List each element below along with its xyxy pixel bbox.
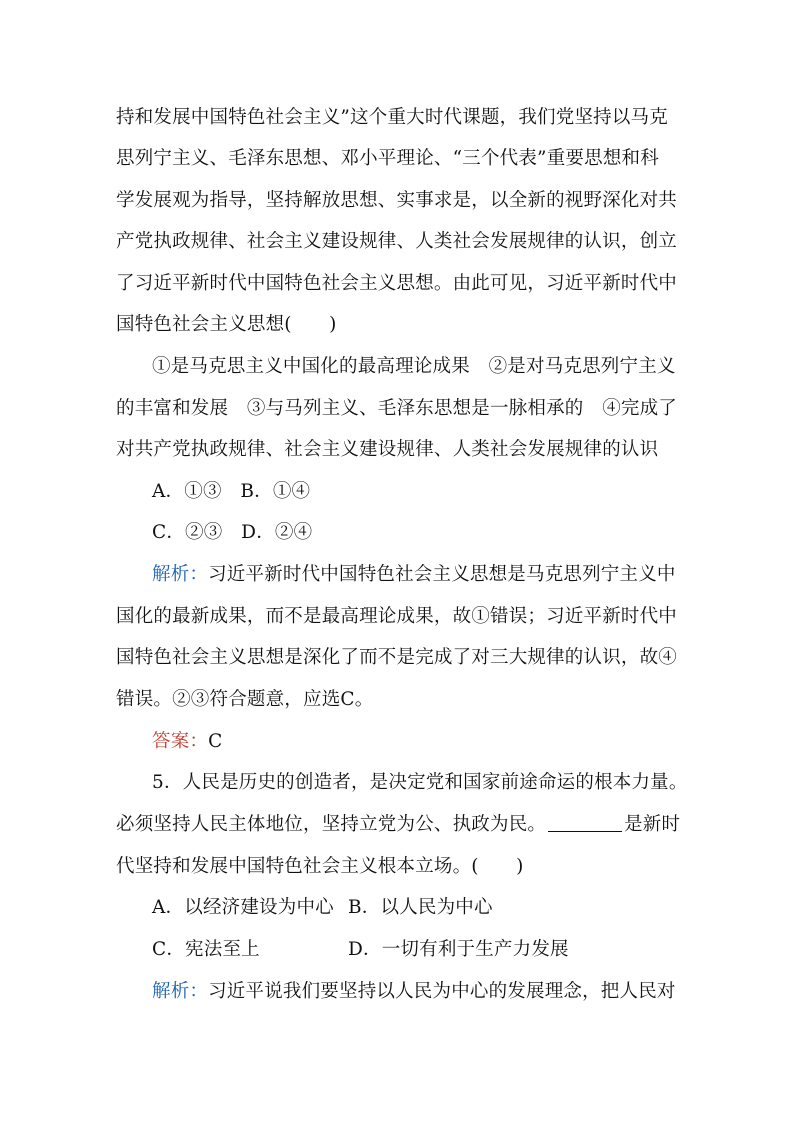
q4-analysis-line-3: 国特色社会主义思想是深化了而不是完成了对三大规律的认识，故④ [116, 647, 678, 668]
q4-options-ab: A．①③ B．①④ [152, 481, 311, 502]
q5-stem-line-1: 5．人民是历史的创造者，是决定党和国家前途命运的根本力量。 [152, 772, 688, 793]
answer-value: C [208, 731, 223, 752]
q4-answer [152, 730, 722, 754]
q4-analysis-line-1 [152, 563, 722, 587]
q4-analysis-line-2: 国化的最新成果，而不是最高理论成果，故①错误；习近平新时代中 [116, 606, 678, 627]
q4-stem-line-3: 学发展观为指导，坚持解放思想、实事求是，以全新的视野深化对共 [116, 190, 678, 211]
analysis-text: 习近平新时代中国特色社会主义思想是马克思列宁主义中 [208, 564, 676, 585]
q4-stem-line-4: 产党执政规律、社会主义建设规律、人类社会发展规律的认识，创立 [116, 231, 678, 252]
q5-stem-line-2-text: 必须坚持人民主体地位，坚持立党为公、执政为民。 [116, 814, 547, 835]
q5-option-c: C．宪法至上 [152, 939, 260, 960]
q4-stem-line-2: 思列宁主义、毛泽东思想、邓小平理论、“三个代表”重要思想和科 [116, 148, 659, 169]
q4-stem-line-1: 持和发展中国特色社会主义”这个重大时代课题，我们党坚持以马克 [116, 107, 668, 128]
q5-option-b: B．以人民为中心 [348, 897, 493, 918]
q4-options-cd: C．②③ D．②④ [152, 522, 313, 543]
analysis-text: 习近平说我们要坚持以人民为中心的发展理念，把人民对 [208, 981, 676, 1002]
q4-stem-line-5: 了习近平新时代中国特色社会主义思想。由此可见，习近平新时代中 [116, 273, 678, 294]
q5-option-d: D．一切有利于生产力发展 [348, 939, 569, 960]
analysis-label: 解析： [152, 981, 209, 1002]
q4-statement-line-3: 对共产党执政规律、社会主义建设规律、人类社会发展规律的认识 [116, 439, 659, 460]
analysis-label: 解析： [152, 564, 209, 585]
q5-stem-line-2 [116, 813, 686, 837]
q5-options-ab [152, 896, 722, 920]
q5-stem-line-3: 代坚持和发展中国特色社会主义根本立场。( ) [116, 856, 524, 877]
q5-options-cd [152, 938, 722, 962]
q4-analysis-line-4: 错误。②③符合题意，应选C。 [116, 689, 374, 710]
answer-label: 答案： [152, 731, 209, 752]
q4-statement-line-1: ①是马克思主义中国化的最高理论成果 ②是对马克思列宁主义 [152, 356, 676, 377]
q4-statement-line-2: 的丰富和发展 ③与马列主义、毛泽东思想是一脉相承的 ④完成了 [116, 398, 678, 419]
q4-stem-line-6: 国特色社会主义思想( ) [116, 314, 337, 335]
q5-stem-line-2-after: 是新时 [624, 814, 681, 835]
q5-option-a: A．以经济建设为中心 [152, 897, 334, 918]
fill-in-blank [548, 813, 622, 832]
q5-analysis-line-1 [152, 980, 722, 1004]
